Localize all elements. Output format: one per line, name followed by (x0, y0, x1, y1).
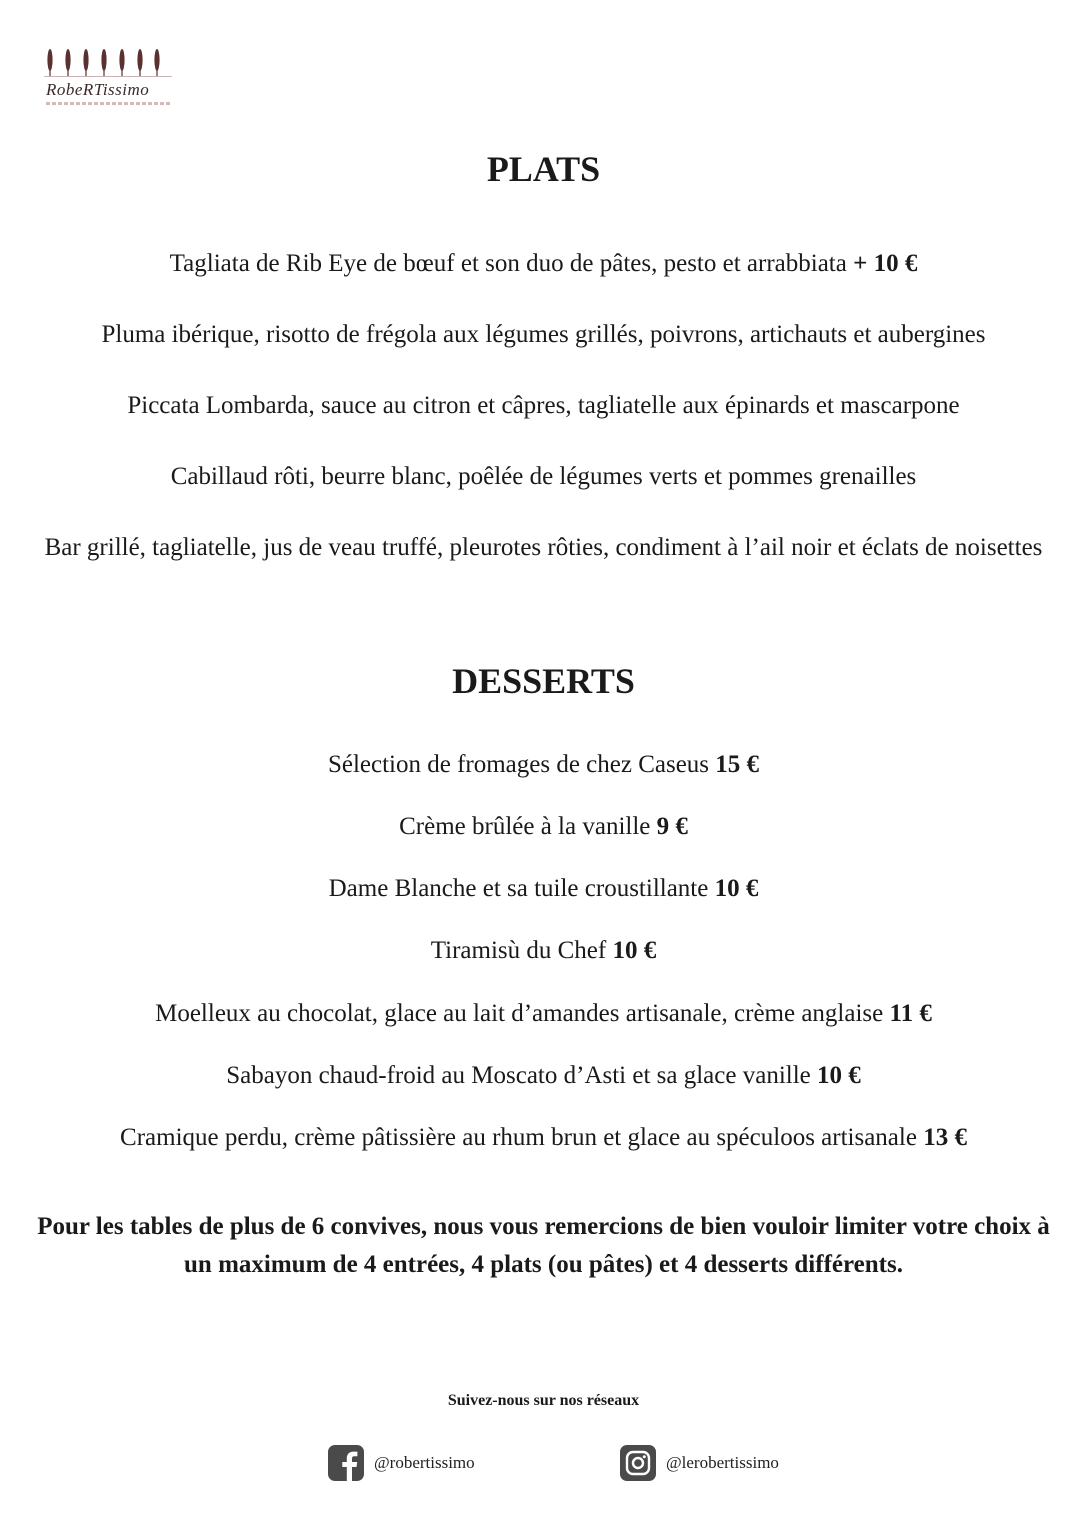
facebook-link[interactable] (328, 1444, 475, 1482)
dessert-item (30, 1057, 1057, 1095)
instagram-icon (620, 1445, 656, 1481)
plat-name: Tagliata de Rib Eye de bœuf et son duo de pâtes, pesto et arrabbiata (169, 250, 847, 277)
dessert-price: 15 € (715, 751, 760, 778)
plat-name: Cabillaud rôti, beurre blanc, poêlée de légumes verts et pommes grenailles (170, 463, 917, 490)
plat-name: Bar grillé, tagliatelle, jus de veau truffé, pleurotes rôties, condiment à l’ail noir et éclats de noisettes (44, 534, 1043, 561)
facebook-icon (328, 1445, 364, 1481)
plat-price: + 10 € (853, 250, 918, 277)
dessert-item (30, 808, 1057, 846)
desserts-title: DESSERTS (452, 661, 635, 701)
plat-item (30, 458, 1057, 496)
restaurant-logo (44, 46, 174, 112)
instagram-handle: @lerobertissimo (666, 1453, 779, 1472)
plat-name: Pluma ibérique, risotto de frégola aux légumes grillés, poivrons, artichauts et aubergines (101, 321, 986, 348)
plat-item (30, 529, 1057, 567)
dessert-name: Dame Blanche et sa tuile croustillante (328, 875, 709, 902)
plat-name: Piccata Lombarda, sauce au citron et câpres, tagliatelle aux épinards et mascarpone (127, 392, 960, 419)
dessert-name: Cramique perdu, crème pâtissière au rhum brun et glace au spéculoos artisanale (120, 1124, 917, 1151)
dessert-item (30, 1119, 1057, 1157)
dessert-item (30, 870, 1057, 908)
dessert-price: 10 € (612, 937, 657, 964)
dessert-price: 10 € (817, 1062, 861, 1089)
dessert-name: Crème brûlée à la vanille (399, 813, 651, 840)
cypress-trees-icon (44, 46, 174, 78)
group-order-note: Pour les tables de plus de 6 convives, nous vous remercions de bien vouloir limiter votre choix à un maximum de 4 entrées, 4 plats (ou pâtes) et 4 desserts différents. (37, 1213, 1050, 1278)
dessert-name: Sélection de fromages de chez Caseus (327, 751, 710, 778)
plat-item (30, 387, 1057, 425)
follow-us-label: Suivez-nous sur nos réseaux (447, 1392, 640, 1409)
dessert-item (30, 932, 1057, 970)
dessert-name: Tiramisù du Chef (430, 937, 607, 964)
dessert-item (30, 995, 1057, 1033)
logo-wordmark: RobeRTissimo (46, 80, 150, 99)
dessert-price: 13 € (923, 1124, 967, 1151)
plat-item (30, 316, 1057, 354)
dessert-name: Moelleux au chocolat, glace au lait d’amandes artisanale, crème anglaise (155, 1000, 884, 1027)
logo-tagline (46, 102, 170, 105)
plats-title: PLATS (486, 149, 601, 189)
dessert-price: 10 € (714, 875, 759, 902)
plat-item (30, 245, 1057, 283)
dessert-price: 9 € (656, 813, 688, 840)
facebook-handle: @robertissimo (374, 1453, 475, 1472)
dessert-price: 11 € (889, 1000, 932, 1027)
instagram-link[interactable] (620, 1444, 779, 1482)
dessert-name: Sabayon chaud-froid au Moscato d’Asti et sa glace vanille (226, 1062, 811, 1089)
dessert-item (30, 746, 1057, 784)
